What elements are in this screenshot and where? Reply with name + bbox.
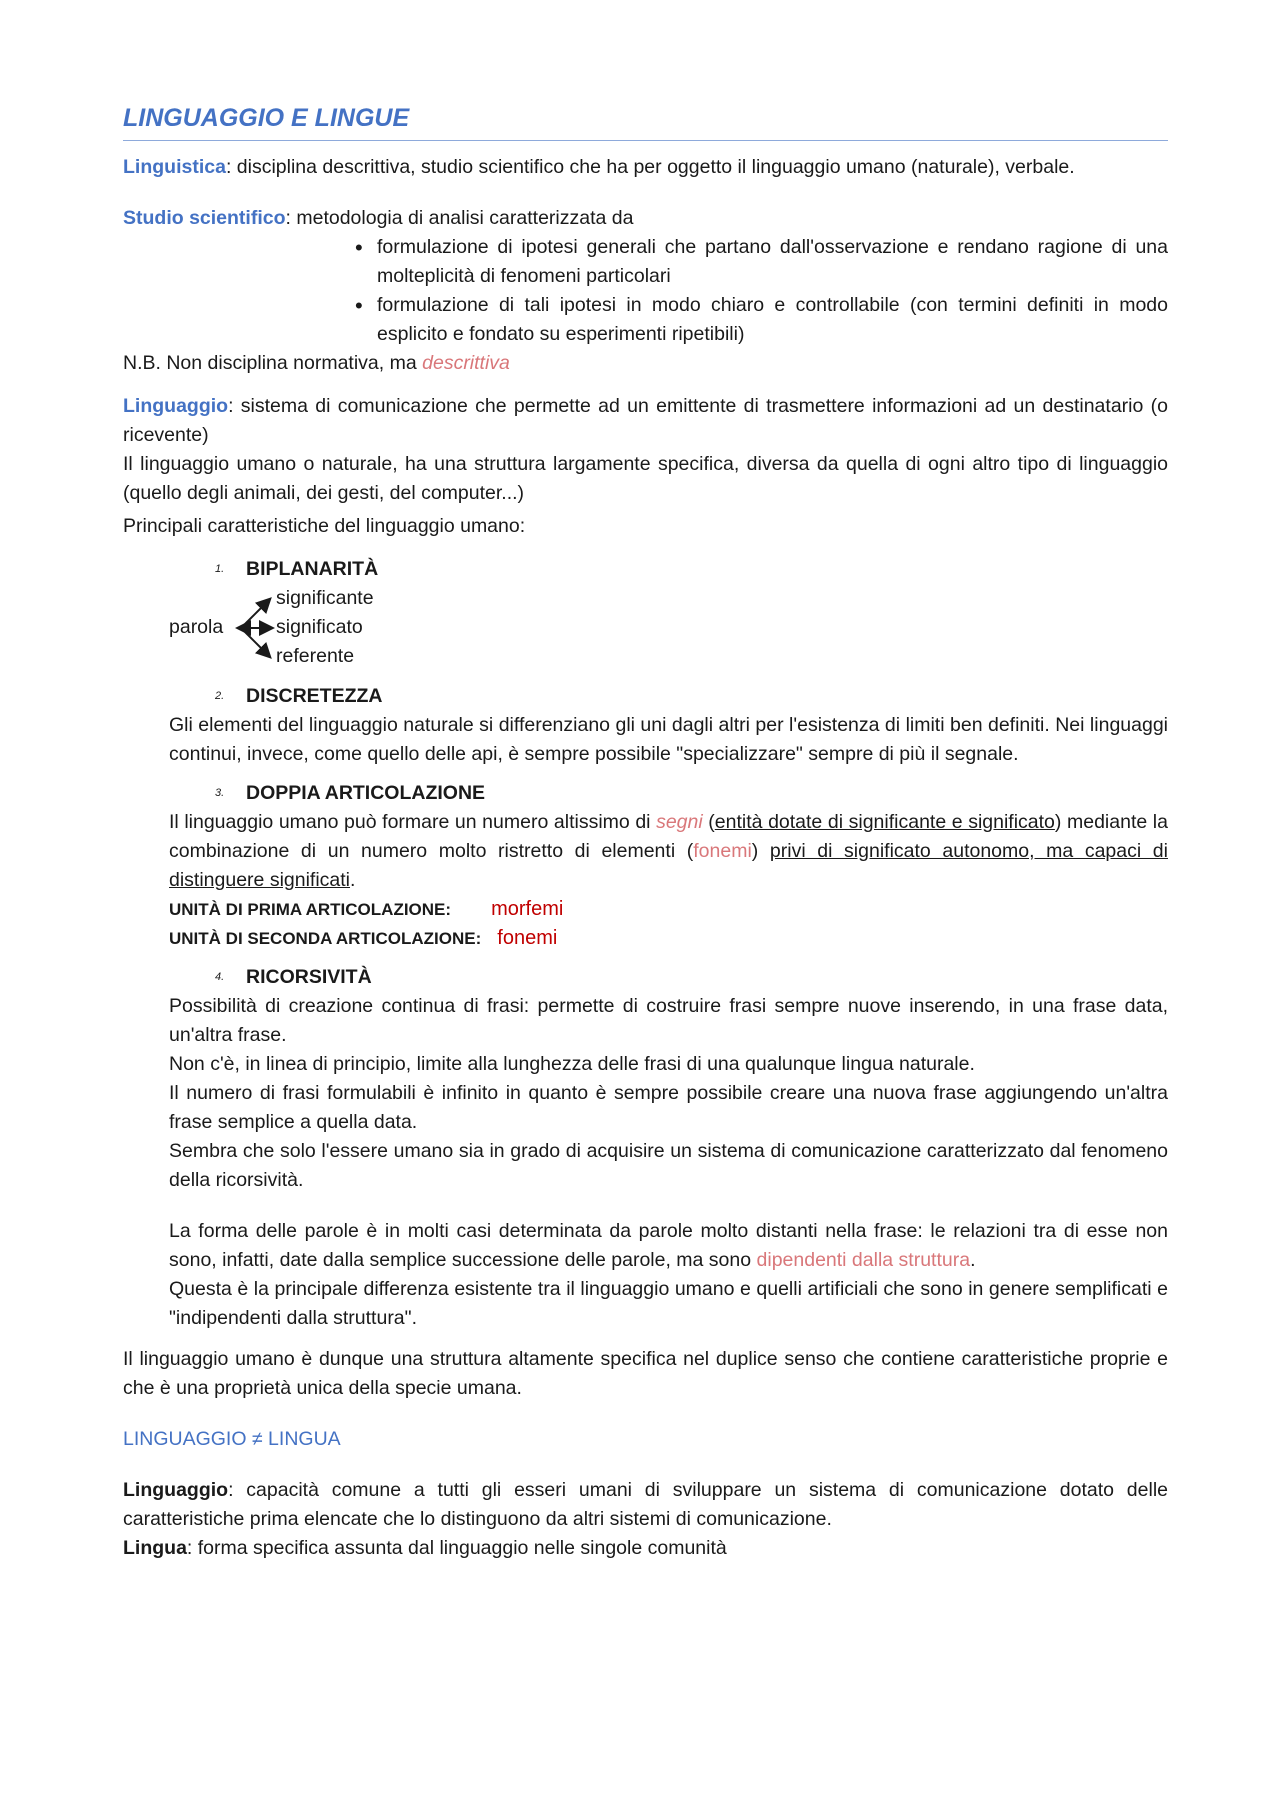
- linguaggio-paragraph: Il linguaggio umano o naturale, ha una struttura largamente specifica, diversa da quella di ogni altro tipo di linguaggio (quello degli animali, dei gesti, del computer...): [123, 453, 1168, 504]
- discretezza-heading: [169, 682, 1168, 711]
- linguaggio-term: Linguaggio: [123, 395, 229, 417]
- colon: :: [475, 929, 482, 948]
- text-span: (: [702, 811, 715, 833]
- studio-bullet-list: [123, 233, 1168, 349]
- item-number: 4.: [215, 971, 225, 983]
- document-content: [123, 100, 1168, 1563]
- lingua-definition: [123, 1534, 1168, 1563]
- biplanarita-heading: [169, 555, 1168, 584]
- doppia-text: [169, 808, 1168, 895]
- underlined-text: entità dotate di significante e significato: [714, 811, 1055, 833]
- list-item: • formulazione di tali ipotesi in modo chiaro e controllabile (con termini definiti in modo esplicito e fondato su esperimenti ripetibili): [355, 291, 1168, 349]
- prima-label: UNITÀ DI PRIMA ARTICOLAZIONE: [169, 900, 446, 919]
- studio-definition: [123, 204, 1168, 233]
- text-span: Il linguaggio umano può formare un numero altissimo di: [169, 811, 657, 833]
- characteristics-intro: Principali caratteristiche del linguaggio umano:: [123, 515, 526, 537]
- text-span: .: [350, 869, 356, 891]
- section-subheading: LINGUAGGIO ≠ LINGUA: [123, 1428, 341, 1450]
- doppia-heading: [169, 779, 1168, 808]
- seconda-label: UNITÀ DI SECONDA ARTICOLAZIONE: [169, 929, 476, 948]
- list-item: • formulazione di ipotesi generali che partano dall'osservazione e rendano ragione di una molteplicità di fenomeni particolari: [355, 233, 1168, 291]
- page-title: LINGUAGGIO E LINGUE: [123, 100, 1168, 141]
- ricorsivita-paragraph: Questa è la principale differenza esistente tra il linguaggio umano e quelli artificiali che sono in genere semplificati e "indipendenti dalla struttura".: [169, 1278, 1168, 1329]
- segni-term: segni: [656, 811, 703, 833]
- definition-text: : forma specifica assunta dal linguaggio nelle singole comunità: [186, 1537, 727, 1559]
- definition-term: Lingua: [123, 1537, 187, 1559]
- studio-term: Studio scientifico: [123, 207, 286, 229]
- seconda-value: fonemi: [497, 927, 558, 949]
- ricorsivita-line: Il numero di frasi formulabili è infinito in quanto è sempre possibile creare una nuova frase aggiungendo un'altra frase semplice a quella data.: [169, 1082, 1168, 1133]
- ricorsivita-line: Sembra che solo l'essere umano sia in grado di acquisire un sistema di comunicazione caratterizzato dal fenomeno della ricorsività.: [169, 1140, 1168, 1191]
- linguaggio-text: : sistema di comunicazione che permette ad un emittente di trasmettere informazioni ad un destinatario (o ricevente): [123, 395, 1168, 446]
- text-span: La forma delle parole è in molti casi determinata da parole molto distanti nella frase: le relazioni tra di esse non sono, infatti, date dalla semplice successione delle parole, ma sono: [169, 1220, 1168, 1271]
- diagram-branch: referente: [276, 645, 355, 667]
- item-number: 3.: [215, 787, 225, 799]
- biplanarita-diagram: [169, 584, 1168, 672]
- conclusion-paragraph: Il linguaggio umano è dunque una struttura altamente specifica nel duplice senso che contiene caratteristiche proprie e che è una proprietà unica della specie umana.: [123, 1348, 1168, 1399]
- diagram-branch: significato: [276, 616, 363, 638]
- linguaggio-definition: [123, 392, 1168, 450]
- colon: :: [445, 900, 452, 919]
- nb-emphasis: descrittiva: [422, 352, 510, 374]
- seconda-articolazione-row: [169, 924, 1168, 953]
- linguistica-text: : disciplina descrittiva, studio scientifico che ha per oggetto il linguaggio umano (naturale), verbale.: [225, 156, 1075, 178]
- studio-text: : metodologia di analisi caratterizzata da: [285, 207, 634, 229]
- dipendenti-term: dipendenti dalla struttura: [756, 1249, 971, 1271]
- underlined-text: privi di significato autonomo, ma capaci di distinguere significati: [169, 840, 1168, 891]
- definition-term: Linguaggio: [123, 1479, 229, 1501]
- heading-text: DOPPIA ARTICOLAZIONE: [246, 782, 486, 804]
- discretezza-text: Gli elementi del linguaggio naturale si differenziano gli uni dagli altri per l'esistenza di limiti ben definiti. Nei linguaggi continui, invece, come quello delle api, è sempre possibile "specializzare" sempre di più il segnale.: [169, 714, 1168, 765]
- linguistica-definition: [123, 153, 1168, 182]
- heading-text: DISCRETEZZA: [246, 685, 383, 707]
- ricorsivita-line: Non c'è, in linea di principio, limite alla lunghezza delle frasi di una qualunque lingua naturale.: [169, 1053, 975, 1075]
- nb-note: [123, 349, 1168, 378]
- item-number: 1.: [215, 563, 225, 575]
- ricorsivita-paragraph: [169, 1217, 1168, 1275]
- diagram-branch: significante: [276, 587, 374, 609]
- definition-text: : capacità comune a tutti gli esseri umani di sviluppare un sistema di comunicazione dotato delle caratteristiche prima elencate che lo distinguono da altri sistemi di comunicazione.: [123, 1479, 1168, 1530]
- diagram-root: parola: [169, 616, 224, 638]
- heading-text: BIPLANARITÀ: [246, 558, 379, 580]
- text-span: .: [970, 1249, 976, 1271]
- text-span: ): [751, 840, 770, 862]
- fonemi-term: fonemi: [693, 840, 752, 862]
- nb-text: N.B. Non disciplina normativa, ma: [123, 352, 423, 374]
- linguaggio-vs-definition: [123, 1476, 1168, 1534]
- ricorsivita-line: Possibilità di creazione continua di frasi: permette di costruire frasi sempre nuove inserendo, in una frase data, un'altra frase.: [169, 995, 1168, 1046]
- text-span: ) mediante la combinazione di un numero molto ristretto di elementi (: [169, 811, 1168, 862]
- item-number: 2.: [215, 690, 225, 702]
- linguistica-term: Linguistica: [123, 156, 226, 178]
- prima-articolazione-row: [169, 895, 1168, 924]
- prima-value: morfemi: [491, 898, 564, 920]
- heading-text: RICORSIVITÀ: [246, 966, 372, 988]
- ricorsivita-heading: [169, 963, 1168, 992]
